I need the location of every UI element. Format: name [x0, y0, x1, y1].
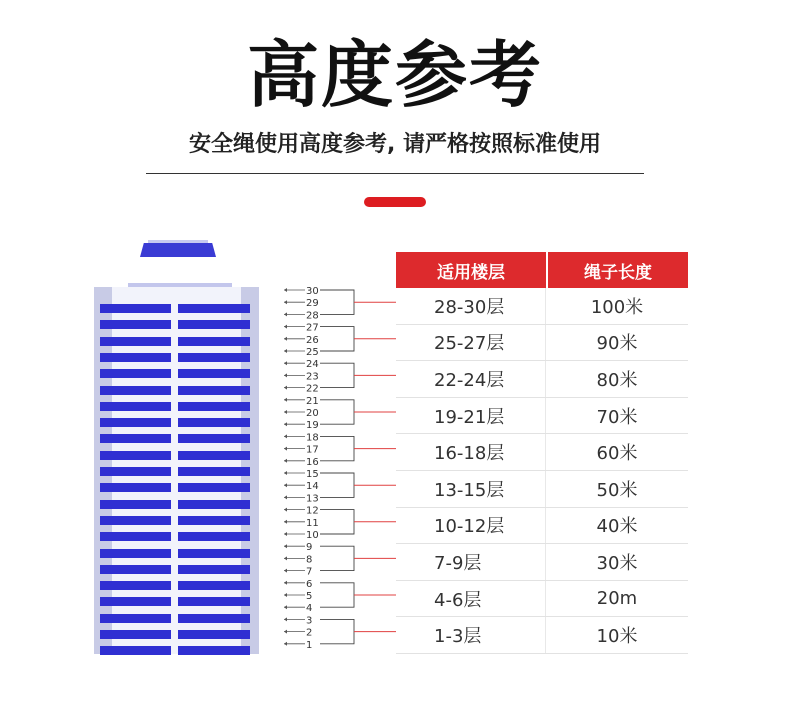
building-roof [140, 243, 216, 257]
floor-number: 24 [306, 359, 319, 371]
table-row [396, 471, 688, 508]
floor-number: 18 [306, 432, 319, 444]
table-row [396, 398, 688, 435]
building-window [178, 434, 250, 443]
arrow-icon [284, 605, 287, 609]
arrow-icon [284, 642, 287, 646]
table-row [396, 581, 688, 618]
building-window [178, 483, 250, 492]
building-window [100, 418, 171, 427]
floor-number: 10 [306, 530, 319, 541]
cell-floors: 16-18层 [396, 434, 546, 470]
floor-number: 2 [306, 627, 313, 639]
arrow-icon [284, 422, 287, 426]
floor-number: 7 [306, 566, 313, 578]
building-window [178, 418, 250, 427]
floor-group-bracket [320, 436, 354, 460]
table-row [396, 617, 688, 654]
cell-length: 40米 [596, 516, 638, 538]
floor-number: 3 [306, 615, 313, 627]
building-window [178, 386, 250, 395]
cell-length: 90米 [596, 333, 638, 355]
floor-number: 17 [306, 444, 319, 456]
building-window [100, 597, 171, 606]
page-title: 高度参考 [246, 33, 543, 117]
floor-number: 11 [306, 517, 319, 529]
building-window [178, 532, 250, 541]
floor-group-bracket [320, 290, 354, 314]
table-row [396, 325, 688, 362]
building-illustration [94, 287, 259, 654]
floor-number: 23 [306, 371, 319, 383]
cell-length: 30米 [596, 552, 638, 574]
arrow-icon [284, 483, 287, 487]
floor-number: 4 [306, 603, 313, 615]
building-window [100, 386, 171, 395]
floor-number: 28 [306, 310, 319, 322]
floor-group-bracket [320, 583, 354, 607]
building-window [178, 581, 250, 590]
arrow-icon [284, 325, 287, 329]
building-window [178, 614, 250, 623]
arrow-icon [284, 447, 287, 451]
cell-length: 10米 [596, 626, 638, 648]
building-window [178, 597, 250, 606]
cell-length: 80米 [596, 369, 638, 391]
arrow-icon [284, 361, 287, 365]
arrow-icon [284, 300, 287, 304]
floor-number: 15 [306, 469, 319, 480]
building-window [178, 565, 250, 574]
building-window [178, 304, 250, 313]
cell-length: 60米 [596, 443, 638, 465]
building-window [100, 614, 171, 623]
building-window [100, 500, 171, 509]
arrow-icon [284, 508, 287, 512]
floor-number: 14 [306, 481, 319, 493]
arrow-icon [284, 569, 287, 573]
cell-length: 20m [596, 588, 638, 610]
cell-floors: 10-12层 [396, 508, 546, 544]
cell-floors: 1-3层 [396, 617, 546, 653]
rope-length-table [396, 252, 688, 654]
arrow-icon [284, 556, 287, 560]
divider-line [146, 173, 644, 174]
table-header-length: 绳子长度 [548, 252, 688, 288]
building-window [100, 402, 171, 411]
building-window [178, 369, 250, 378]
arrow-icon [284, 495, 287, 499]
page-subtitle: 安全绳使用高度参考, 请严格按照标准使用 [188, 132, 602, 157]
building-window [100, 516, 171, 525]
arrow-icon [284, 581, 287, 585]
floor-number: 9 [306, 542, 313, 554]
cell-floors: 28-30层 [396, 288, 546, 324]
floor-number: 8 [306, 554, 313, 566]
table-row [396, 544, 688, 581]
building-window [100, 434, 171, 443]
building-window [100, 630, 171, 639]
floor-number: 6 [306, 578, 313, 590]
building-window [100, 467, 171, 476]
floor-group-bracket [320, 510, 354, 534]
building-window [178, 402, 250, 411]
arrow-icon [284, 617, 287, 621]
arrow-icon [284, 373, 287, 377]
floor-number: 20 [306, 408, 319, 419]
arrow-icon [284, 630, 287, 634]
building-window [100, 320, 171, 329]
arrow-icon [284, 398, 287, 402]
arrow-icon [284, 544, 287, 548]
arrow-icon [284, 593, 287, 597]
cell-length: 100米 [590, 296, 644, 318]
building-window [100, 581, 171, 590]
floor-number: 25 [306, 347, 319, 358]
arrow-icon [284, 434, 287, 438]
cell-floors: 25-27层 [396, 325, 546, 361]
building-window [178, 516, 250, 525]
floor-group-bracket [320, 619, 354, 643]
arrow-icon [284, 312, 287, 316]
floor-number: 27 [306, 322, 319, 334]
building-window [100, 646, 171, 655]
arrow-icon [284, 471, 287, 475]
arrow-icon [284, 410, 287, 414]
floor-group-bracket [320, 473, 354, 497]
floor-number: 1 [306, 639, 313, 651]
building-window [100, 565, 171, 574]
building-window [178, 500, 250, 509]
building-window [100, 369, 171, 378]
floor-number: 16 [306, 456, 319, 468]
building-window [100, 532, 171, 541]
building-window [178, 646, 250, 655]
floor-group-bracket [320, 363, 354, 387]
building-window [178, 337, 250, 346]
cell-length: 50米 [596, 479, 638, 501]
floor-number: 19 [306, 420, 319, 432]
building-window [100, 304, 171, 313]
arrow-icon [284, 532, 287, 536]
table-row [396, 361, 688, 398]
cell-floors: 4-6层 [396, 581, 546, 617]
building-window [178, 451, 250, 460]
floor-group-bracket [320, 400, 354, 424]
building-window [100, 483, 171, 492]
floor-number: 22 [306, 383, 319, 395]
cell-floors: 19-21层 [396, 398, 546, 434]
table-row [396, 434, 688, 471]
table-header-floors: 适用楼层 [396, 252, 546, 288]
cell-floors: 13-15层 [396, 471, 546, 507]
building-window [100, 337, 171, 346]
floor-number: 29 [306, 298, 319, 310]
floor-number: 12 [306, 505, 319, 517]
table-body [396, 288, 688, 654]
table-header [396, 252, 688, 288]
cell-floors: 7-9层 [396, 544, 546, 580]
arrow-icon [284, 337, 287, 341]
cell-length: 70米 [596, 406, 638, 428]
floor-number: 21 [306, 395, 319, 407]
building-window [178, 467, 250, 476]
building-window [178, 630, 250, 639]
building-window [178, 353, 250, 362]
arrow-icon [284, 520, 287, 524]
floor-group-bracket [320, 546, 354, 570]
floor-number: 13 [306, 493, 319, 505]
building-window [178, 320, 250, 329]
arrow-icon [284, 288, 287, 292]
arrow-icon [284, 386, 287, 390]
floor-number: 5 [306, 591, 313, 602]
building-window [100, 353, 171, 362]
decorative-accent-bar [364, 197, 426, 207]
cell-floors: 22-24层 [396, 361, 546, 397]
building-window [178, 549, 250, 558]
floor-diagram [278, 283, 396, 655]
floor-number: 26 [306, 334, 319, 346]
arrow-icon [284, 349, 287, 353]
table-row [396, 288, 688, 325]
floor-group-bracket [320, 327, 354, 351]
arrow-icon [284, 459, 287, 463]
building-window [100, 549, 171, 558]
table-row [396, 508, 688, 545]
floor-number: 30 [306, 286, 319, 297]
building-window [100, 451, 171, 460]
